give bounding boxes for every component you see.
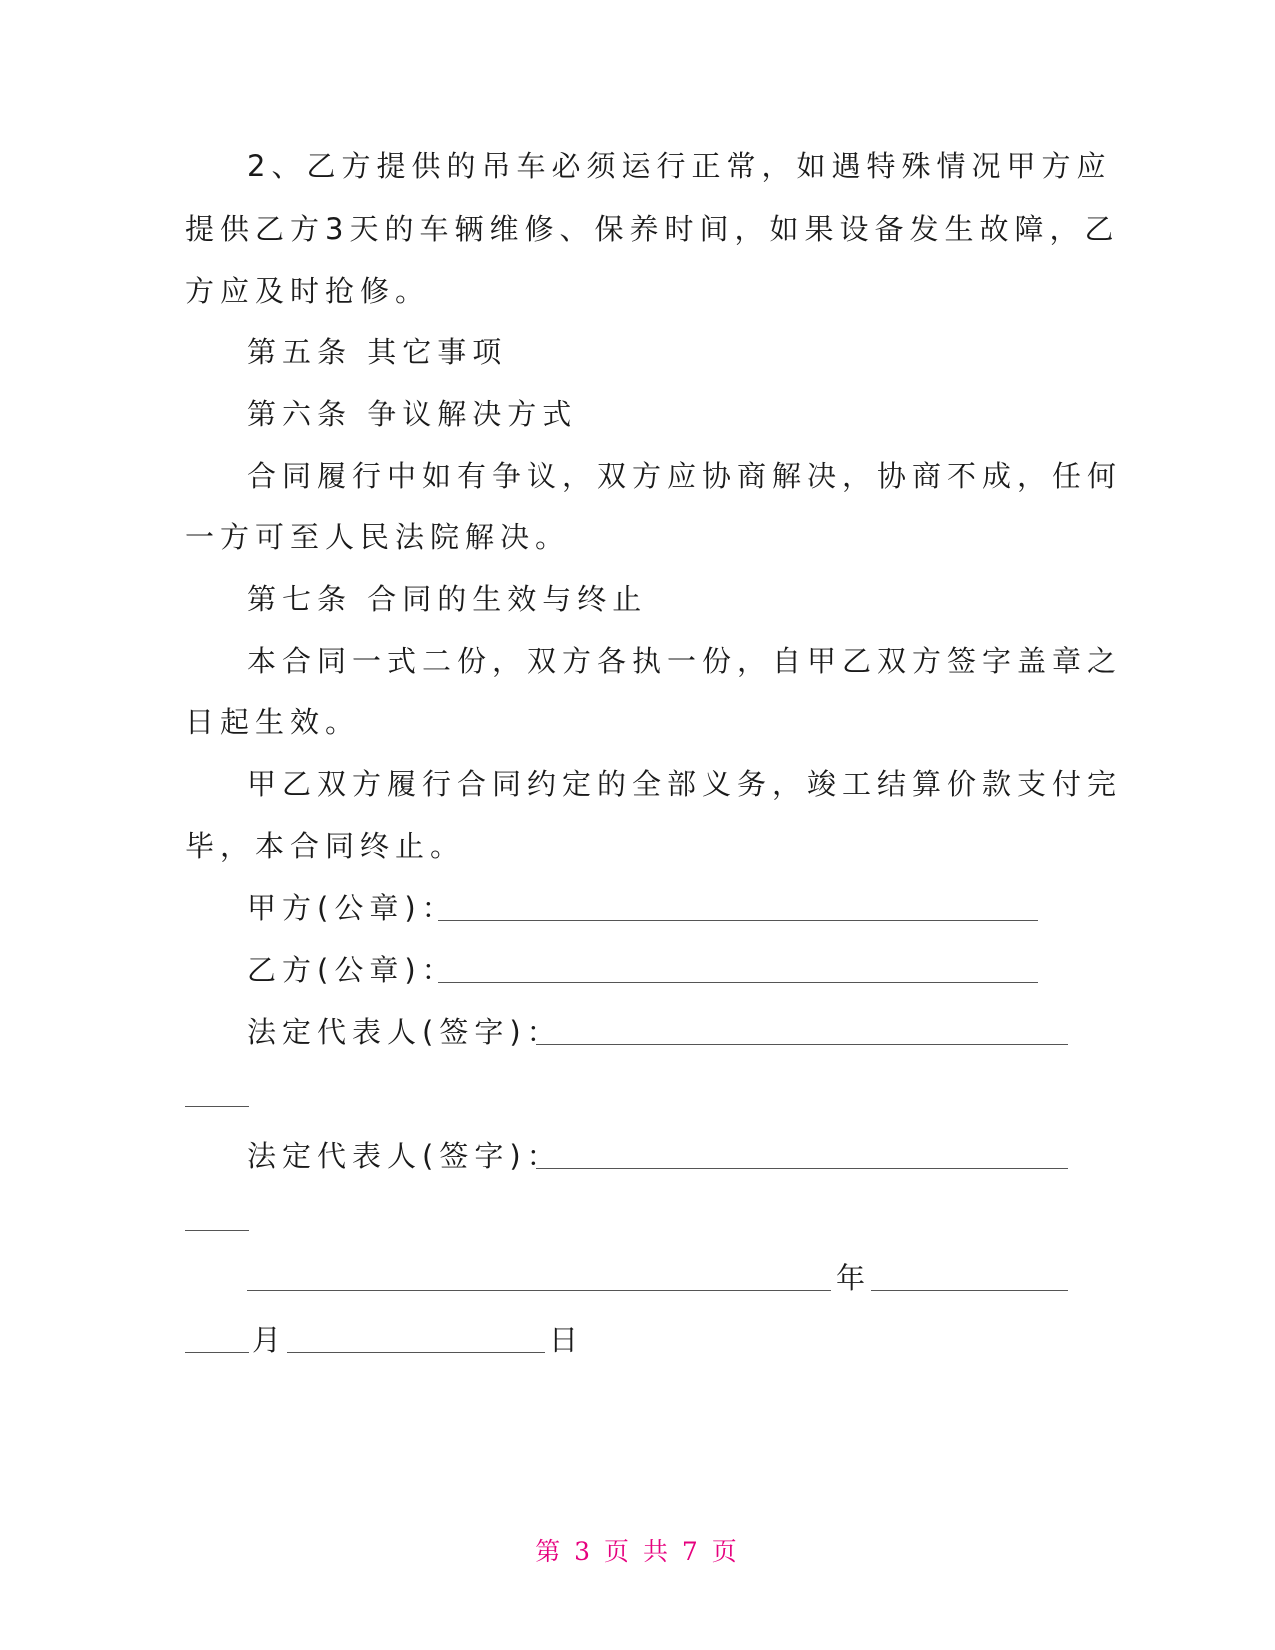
party-b-seal-label: 乙方(公章)： xyxy=(247,953,457,987)
month-field-continued xyxy=(185,1352,249,1353)
section-heading: 第七条 合同的生效与终止 xyxy=(247,582,648,616)
month-field[interactable] xyxy=(871,1290,1068,1291)
year-label: 年 xyxy=(836,1261,872,1295)
year-field[interactable] xyxy=(247,1290,831,1291)
day-label: 日 xyxy=(549,1323,585,1357)
party-b-seal-field[interactable] xyxy=(438,982,1038,983)
paragraph-line: 甲乙双方履行合同约定的全部义务，竣工结算价款支付完 xyxy=(247,767,1123,801)
section-heading: 第五条 其它事项 xyxy=(247,335,508,369)
paragraph-line: 一方可至人民法院解决。 xyxy=(185,520,571,554)
legal-rep-1-field[interactable] xyxy=(536,1044,1068,1045)
page-number-footer: 第 3 页 共 7 页 xyxy=(535,1537,740,1566)
month-label: 月 xyxy=(252,1323,288,1357)
paragraph-line: 日起生效。 xyxy=(185,705,361,739)
legal-rep-1-label: 法定代表人(签字)： xyxy=(247,1015,562,1049)
paragraph-line: 本合同一式二份，双方各执一份，自甲乙双方签字盖章之 xyxy=(247,644,1123,678)
legal-rep-2-field[interactable] xyxy=(536,1168,1068,1169)
section-heading: 第六条 争议解决方式 xyxy=(247,397,578,431)
paragraph-line: 提供乙方3天的车辆维修、保养时间，如果设备发生故障，乙 xyxy=(185,212,1120,246)
legal-rep-2-field-continued xyxy=(185,1230,249,1231)
paragraph-line: 毕，本合同终止。 xyxy=(185,829,466,863)
paragraph-line: 合同履行中如有争议，双方应协商解决，协商不成，任何 xyxy=(247,459,1123,493)
legal-rep-2-label: 法定代表人(签字)： xyxy=(247,1139,562,1173)
party-a-seal-label: 甲方(公章)： xyxy=(247,891,457,925)
day-field[interactable] xyxy=(287,1352,545,1353)
paragraph-line: 2、乙方提供的吊车必须运行正常，如遇特殊情况甲方应 xyxy=(247,149,1112,183)
legal-rep-1-field-continued xyxy=(185,1106,249,1107)
paragraph-line: 方应及时抢修。 xyxy=(185,274,431,308)
party-a-seal-field[interactable] xyxy=(438,920,1038,921)
